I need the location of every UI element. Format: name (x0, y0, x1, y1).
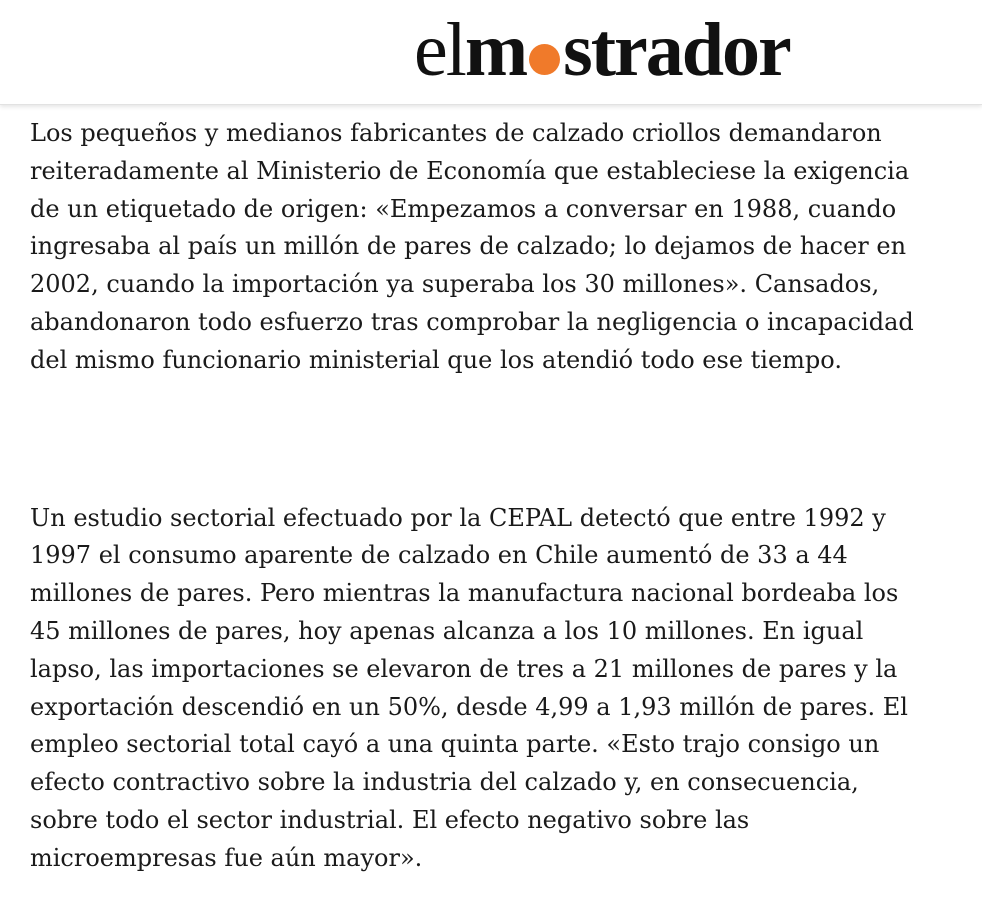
article-body (30, 115, 930, 878)
article-paragraph-2: Un estudio sectorial efectuado por la CEPAL detectó que entre 1992 y 1997 el consumo aparente de calzado en Chile aumentó de 33 a 44 millones de pares. Pero mientras la manufactura nacional bordeaba los 45 millones de pares, hoy apenas alcanza a los 10 millones. En igual lapso, las importaciones se elevaron de tres a 21 millones de pares y la exportación descendió en un 50%, desde 4,99 a 1,93 millón de pares. El empleo sectorial total cayó a una quinta parte. «Esto trajo consigo un efecto contractivo sobre la industria del calzado y, en consecuencia, sobre todo el sector industrial. El efecto negativo sobre las microempresas fue aún mayor». (30, 503, 908, 872)
elmostrador-logo[interactable] (414, 8, 790, 92)
site-header (0, 0, 982, 105)
logo-text-el: el (414, 8, 465, 92)
logo-text-m: m (464, 8, 527, 92)
logo-orange-dot-icon (529, 44, 560, 75)
logo-text-strador: strador (563, 8, 790, 92)
article-paragraph-1: Los pequeños y medianos fabricantes de calzado criollos demandaron reiteradamente al Ministerio de Economía que estableciese la exigencia de un etiquetado de origen: «Empezamos a conversar en 1988, cuando ingresaba al país un millón de pares de calzado; lo dejamos de hacer en 2002, cuando la importación ya superaba los 30 millones». Cansados, abandonaron todo esfuerzo tras comprobar la negligencia o incapacidad del mismo funcionario ministerial que los atendió todo ese tiempo. (30, 119, 914, 374)
